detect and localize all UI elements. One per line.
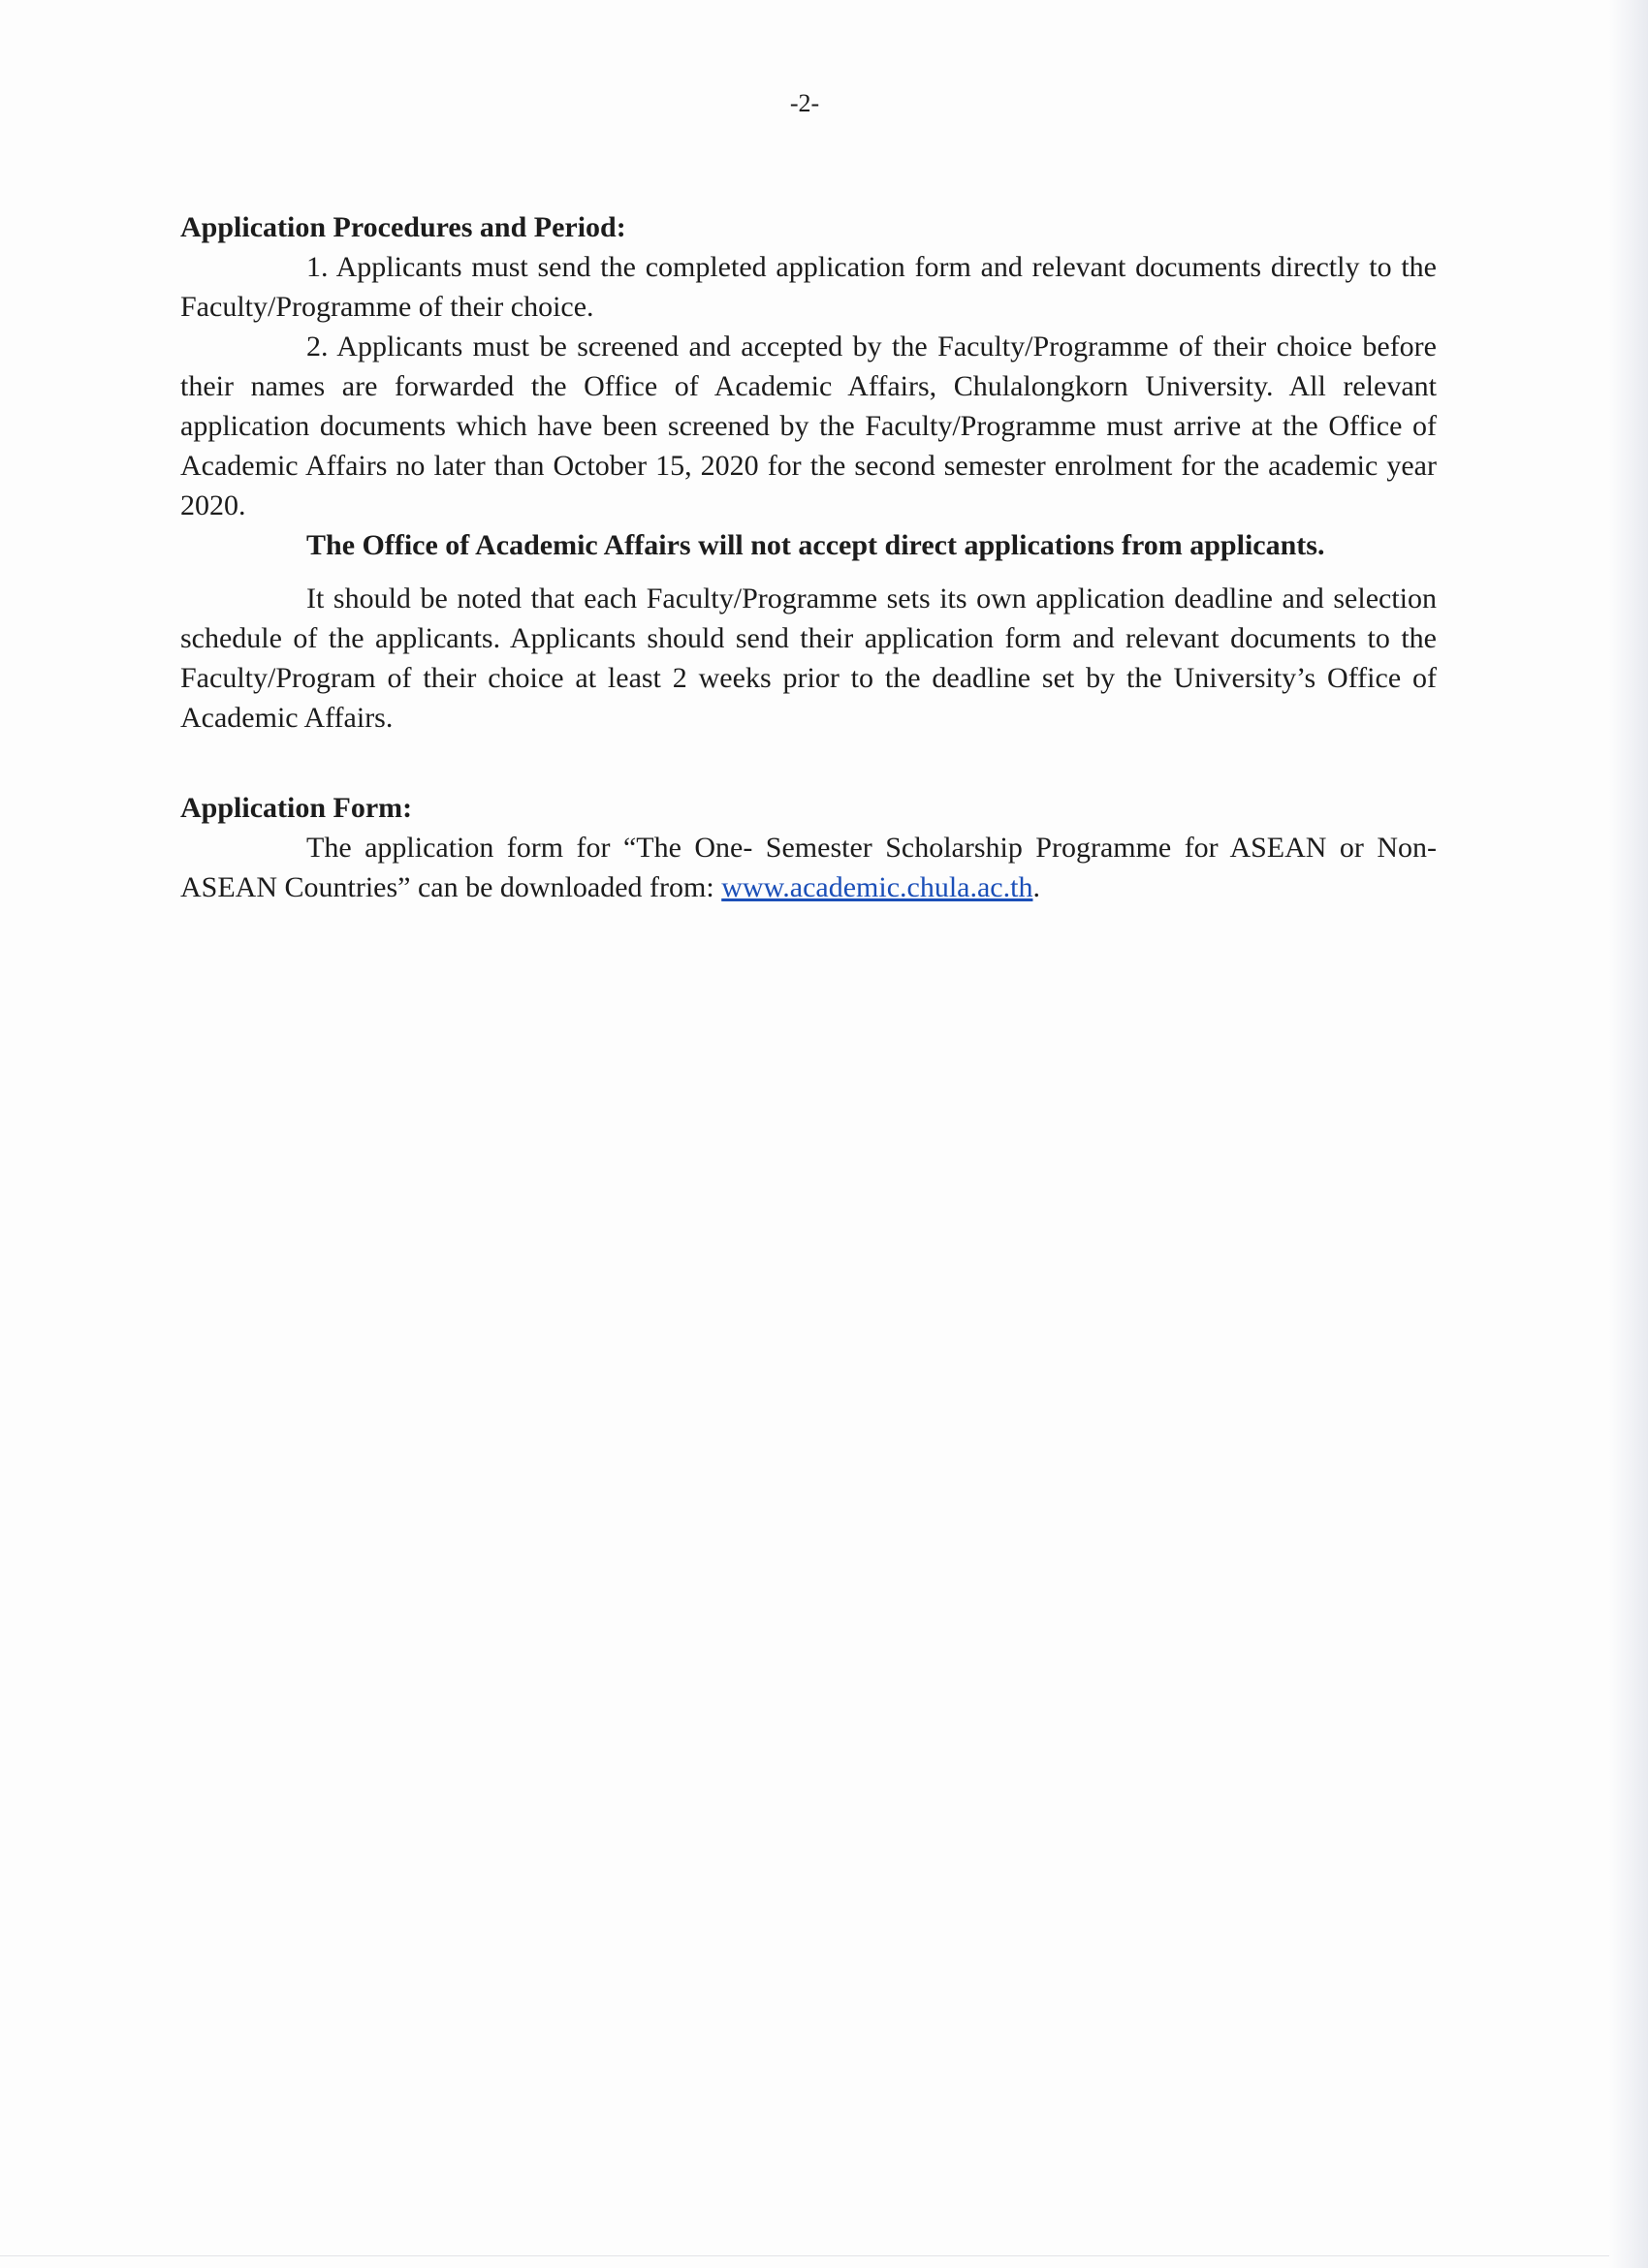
spacer [180,738,1437,788]
procedure-item-1: 1. Applicants must send the completed application form and relevant documents directly to the Faculty/Programme of their choice. [180,251,1437,323]
sentence-end: . [1032,871,1040,903]
download-link[interactable]: www.academic.chula.ac.th [721,871,1033,903]
deadline-note: It should be noted that each Faculty/Programme sets its own application deadline and selection schedule of the applicants. Applicants should send their application form and relevant documents to the Faculty/Program of their choice at least 2 weeks prior to the deadline set by the University’s Office of Academic Affairs. [180,583,1437,734]
section-heading: Application Procedures and Period: [180,211,626,243]
scan-edge-shadow [1609,0,1648,2268]
spacer [180,565,1437,579]
section-application-form [180,788,1437,907]
procedure-item-2: 2. Applicants must be screened and accepted by the Faculty/Programme of their choice before their names are forwarded the Office of Academic Affairs, Chulalongkorn University. All relevant application documents which have been screened by the Faculty/Programme must arrive at the Office of Academic Affairs no later than October 15, 2020 for the second semester enrolment for the academic year 2020. [180,331,1437,521]
section-heading: Application Form: [180,792,413,824]
important-notice: The Office of Academic Affairs will not accept direct applications from applicants. [306,529,1325,561]
section-application-procedures [180,207,1437,738]
application-form-paragraph [180,828,1437,907]
document-body [180,207,1437,907]
page-number: -2- [789,89,820,117]
scan-bottom-edge [0,2255,1609,2256]
application-form-text: The application form for “The One- Semester Scholarship Programme for ASEAN or Non-ASEAN Countries” can be downloaded from: [180,832,1437,903]
